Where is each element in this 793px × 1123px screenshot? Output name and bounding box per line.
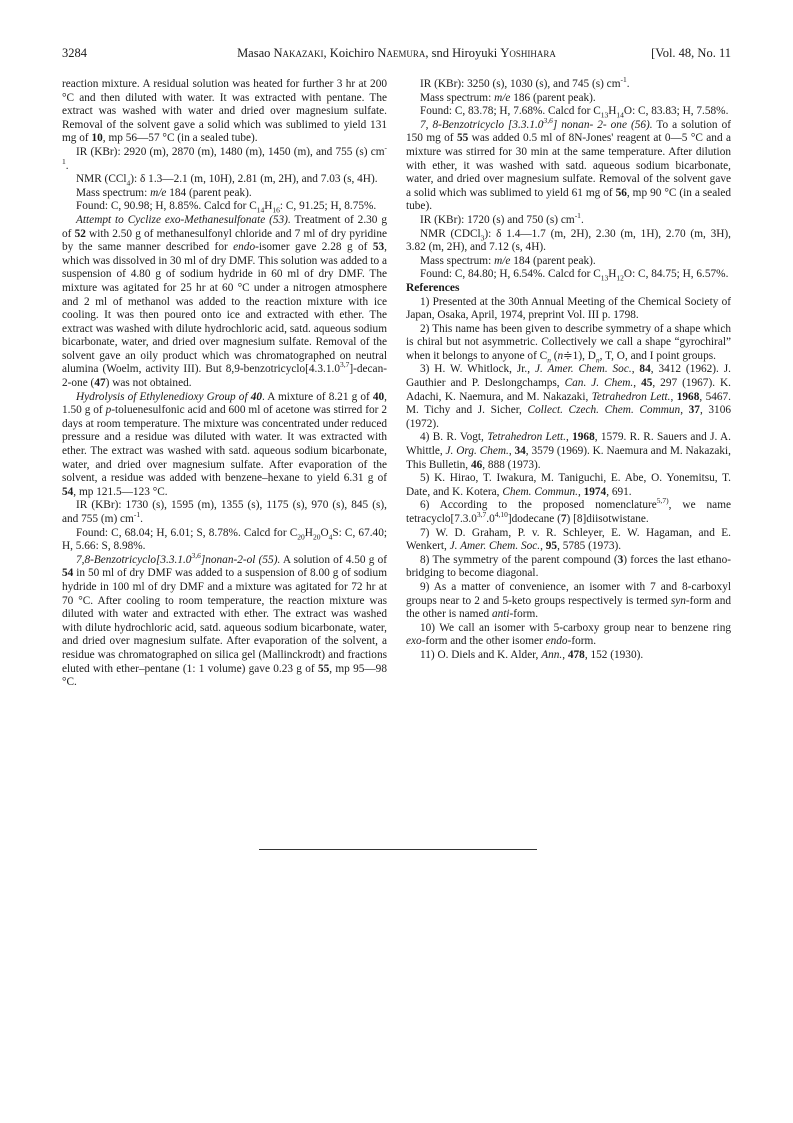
mass-data: Mass spectrum: m/e 184 (parent peak). <box>420 254 596 267</box>
end-rule <box>259 849 537 850</box>
analysis-data: Found: C, 83.78; H, 7.68%. Calcd for $C_{13}H_{14}O$: C, 83.83; H, 7.58%. <box>420 105 729 120</box>
reference-item: 5) K. Hirao, T. Iwakura, M. Taniguchi, E. Abe, O. Yonemitsu, T. Date, and K. Kotera, Chem. Commun., 1974, 691. <box>406 472 731 498</box>
nmr-data: NMR (CDCl$_3$): δ 1.4—1.7 (m, 2H), 2.30 (m, 1H), 2.70 (m, 3H), 3.82 (m, 2H), and 7.12 (s, 4H). <box>406 227 731 254</box>
reference-item: 10) We call an isomer with 5-carboxy group near to benzene ring exo-form and the other isomer endo-form. <box>406 621 731 648</box>
running-header <box>62 46 731 64</box>
reference-item: 3) H. W. Whitlock, Jr., J. Amer. Chem. Soc., 84, 3412 (1962). J. Gauthier and P. Deslongchamps, Can. J. Chem., 45, 297 (1967). K. Adachi, K. Naemura, and M. Nakazaki, Tetrahedron Lett., 1968, 5467. M. Tichy and J. Sicher, Collect. Czech. Chem. Commun, 37, 3106 (1972). <box>406 363 731 430</box>
reference-item: 4) B. R. Vogt, Tetrahedron Lett., 1968, 1579. R. R. Sauers and J. A. Whittle, J. Org. Chem., 34, 3579 (1969). K. Naemura and M. Nakazaki, This Bulletin, 46, 888 (1973). <box>406 431 732 471</box>
analysis-data: Found: C, 84.80; H, 6.54%. Calcd for $C_{13}H_{12}O$: C, 84.75; H, 6.57%. <box>420 268 729 283</box>
volume-info: [Vol. 48, No. 11 <box>651 46 731 60</box>
paragraph: 7, 8-Benzotricyclo [3.3.1.0$^{3,6}$] nonan- 2- one (56). To a solution of 150 mg of 55 was added 0.5 ml of 8N-Jones' reagent at 0—5 °C and a mixture was stirred for 30 min at the same temperature. After dilution with ether, it was washed with satd. aqueous sodium bicarbonate, water, and dried over magnesium sulfate. Removal of the solvent gave a solid which was sublimed to yield 61 mg of 56, mp 90 °C (in a sealed tube). <box>406 116 732 213</box>
section-title: 7, 8-Benzotricyclo [3.3.1.0$^{3,6}$] nonan- 2- one (56). <box>420 116 653 131</box>
analysis-data: Found: C, 90.98; H, 8.85%. Calcd for $C_{14}H_{16}$: C, 91.25; H, 8.75%. <box>76 200 377 215</box>
ir-data: IR (KBr): 1720 (s) and 750 (s) $cm^{-1}$. <box>420 211 584 226</box>
paragraph: Attempt to Cyclize exo-Methanesulfonate (53). Treatment of 2.30 g of 52 with 2.50 g of methanesulfonyl chloride and 7 ml of dry pyridine by the same manner described for endo-isomer gave 2.28 g of 53, which was dissolved in 30 ml of dry DMF. This solution was added to a suspension of 4.80 g of sodium hydride in 60 ml of dry DMF. The mixture was agitated for 25 hr at 60 °C under a nitrogen atmosphere and 2 ml of methanol was added to the reaction mixture with ice cooling. It was then poured onto ice and extracted with ether. The extract was washed with dilute hydrochloric acid, satd. aqueous sodium bicarbonate, water, and dried over magnesium sulfate. Removal of the solvent gave an oily product which was chromatographed on neutral alumina (Woelm, activity III). But 8,9-benzotricyclo[4.3.1.0$^{3,7}$]-decan-2-one (47) was not obtained. <box>62 213 387 390</box>
mass-data: Mass spectrum: m/e 186 (parent peak). <box>420 91 596 104</box>
running-authors: Masao Nakazaki, Koichiro Naemura, snd Hiroyuki Yoshihara <box>237 46 556 60</box>
reference-item: 8) The symmetry of the parent compound (3) forces the last ethano-bridging to become diagonal. <box>406 553 731 580</box>
left-column <box>62 78 387 690</box>
reference-item: 9) As a matter of convenience, an isomer with 7 and 8-carboxyl groups near to 2 and 5-keto groups respectively is termed syn-form and the other is named anti-form. <box>406 580 731 621</box>
section-title: Attempt to Cyclize exo-Methanesulfonate (53). <box>76 213 291 226</box>
analysis-data: Found: C, 68.04; H, 6.01; S, 8.78%. Calcd for $C_{20}H_{20}O_4S$: C, 67.40; H, 5.66: S, 8.98%. <box>62 526 387 553</box>
references-heading: References <box>406 281 460 294</box>
paragraph: 7,8-Benzotricyclo[3.3.1.0$^{3,6}$]nonan-2-ol (55). A solution of 4.50 g of 54 in 50 ml of dry DMF was added to a suspension of 8.00 g of sodium hydride in 100 ml of dry DMF and a mixture was agitated for 72 hr at 70 °C. After cooling to room temperature, the reaction mixture was diluted with water and extracted with ether. The extract was washed with dilute hydrochloric acid, satd. aqueous sodium bicarbonate, water, and dried over magnesium sulfate. After evaporation of the solvent, a residue was chromatographed on silica gel (Mallinckrodt) and fractions eluted with ether–pentane (1: 1 volume) gave 0.23 g of 55, mp 95—98 °C. <box>62 551 387 689</box>
reference-item: 11) O. Diels and K. Alder, Ann., 478, 152 (1930). <box>420 648 644 661</box>
paragraph: reaction mixture. A residual solution was heated for further 3 hr at 200 °C and then diluted with water. It was extracted with pentane. The extract was washed with water and dried over magnesium sulfate. Removal of the solvent gave a solid which was sublimed to yield 131 mg of 10, mp 56—57 °C (in a sealed tube). <box>62 78 387 145</box>
right-column <box>406 75 732 663</box>
section-title: Hydrolysis of Ethylenedioxy Group of <box>76 390 251 403</box>
ir-data: IR (KBr): 3250 (s), 1030 (s), and 745 (s) $cm^{-1}$. <box>420 75 630 90</box>
reference-item: 6) According to the proposed nomenclature$^{5,7)}$, we name tetracyclo[7.3.0$^{3,7}$.0$^{4,10}$]dodecane (7) [8]diisotwistane. <box>406 496 732 525</box>
reference-item: 7) W. D. Graham, P. v. R. Schleyer, E. W. Hagaman, and E. Wenkert, J. Amer. Chem. Soc., 95, 5785 (1973). <box>406 526 731 553</box>
ir-data: IR (KBr): 1730 (s), 1595 (m), 1355 (s), 1175 (s), 970 (s), 845 (s), and 755 (m) $cm^{-1}$. <box>62 499 387 525</box>
mass-data: Mass spectrum: m/e 184 (parent peak). <box>76 186 252 199</box>
section-title: 7,8-Benzotricyclo[3.3.1.0$^{3,6}$]nonan-2-ol (55). <box>76 551 281 566</box>
ir-data: IR (KBr): 2920 (m), 2870 (m), 1480 (m), 1450 (m), and 755 (s) $cm^{-1}$. <box>62 143 387 172</box>
paragraph: Hydrolysis of Ethylenedioxy Group of 40. A mixture of 8.21 g of 40, 1.50 g of p-toluenesulfonic acid and 600 ml of acetone was stirred for 2 days at room temperature. The mixture was concentrated under reduced pressure and a residue was diluted with water. It was extracted with ether. The extract was washed with satd. aqueous sodium bicarbonate, water, and dried over magnesium sulfate. After evaporation of the solvent, a residue was added with benzene–hexane to yield 6.31 g of 54, mp 121.5—123 °C. <box>62 390 387 498</box>
reference-item: 2) This name has been given to describe symmetry of a shape which is chiral but not asymmetric. Collectively we call a shape “gyrochiral” when it belongs to anyone of $C_n$ (n≑1), $D_n$, T, O, and I point groups. <box>406 322 731 365</box>
nmr-data: NMR (CCl$_4$): δ 1.3—2.1 (m, 10H), 2.81 (m, 2H), and 7.03 (s, 4H). <box>76 173 378 188</box>
reference-item: 1) Presented at the 30th Annual Meeting of the Chemical Society of Japan, Osaka, April, 1974, preprint Vol. III p. 1798. <box>406 295 731 322</box>
page-number: 3284 <box>62 46 87 60</box>
